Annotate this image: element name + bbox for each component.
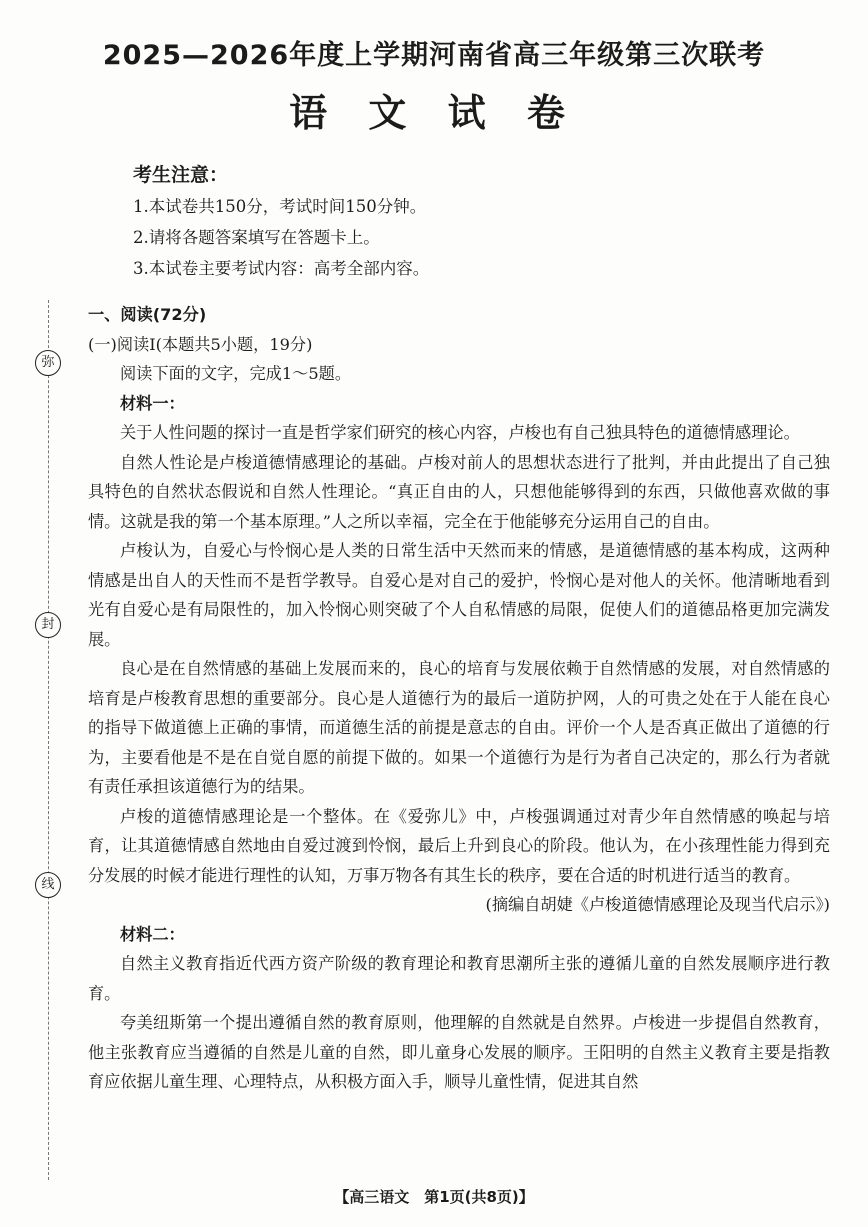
paragraph: 自然主义教育指近代西方资产阶级的教育理论和教育思潮所主张的遵循儿童的自然发展顺序进行教育。: [88, 954, 830, 1003]
paragraph: 良心是在自然情感的基础上发展而来的，良心的培育与发展依赖于自然情感的发展，对自然情感的培育是卢梭教育思想的重要部分。良心是人道德行为的最后一道防护网，人的可贵之处在于人能在良心的指导下做道德上正确的事情，而道德生活的前提是意志的自由。评价一个人是否真正做出了道德的行为，主要看他是不是在自觉自愿的前提下做的。如果一个道德行为是行为者自己决定的，那么行为者就有责任承担该道德行为的结果。: [88, 659, 830, 796]
reading-section: [88, 300, 830, 1097]
paragraph: 自然人性论是卢梭道德情感理论的基础。卢梭对前人的思想状态进行了批判，并由此提出了自己独具特色的自然状态假说和自然人性理论。“真正自由的人，只想他能够得到的东西，只做他喜欢做的事情。这就是我的第一个基本原理。”人之所以幸福，完全在于他能够充分运用自己的自由。: [88, 452, 830, 531]
notice-item: 3.本试卷主要考试内容：高考全部内容。: [133, 259, 430, 278]
binding-mark: 弥: [35, 350, 61, 376]
paragraph: 夸美纽斯第一个提出遵循自然的教育原则，他理解的自然就是自然界。卢梭进一步提倡自然教育，他主张教育应当遵循的自然是儿童的自然，即儿童身心发展的顺序。王阳明的自然主义教育主要是指教育应依据儿童生理、心理特点，从积极方面入手，顺导儿童性情，促进其自然: [88, 1013, 830, 1091]
binding-mark: 封: [35, 612, 61, 638]
section-title: 一、阅读(72分): [88, 305, 207, 324]
paragraph: 卢梭认为，自爱心与怜悯心是人类的日常生活中天然而来的情感，是道德情感的基本构成，这两种情感是出自人的天性而不是哲学教导。自爱心是对自己的爱护，怜悯心是对他人的关怀。他清晰地看到光有自爱心是有局限性的，加入怜悯心则突破了个人自私情感的局限，促使人们的道德品格更加完满发展。: [88, 541, 830, 649]
notice-heading: 考生注意：: [133, 164, 229, 186]
material-label: 材料一：: [120, 393, 185, 413]
material-label: 材料二：: [120, 924, 185, 944]
page-footer: 【高三语文 第1页(共8页)】: [334, 1188, 534, 1206]
binding-dashed-line: [48, 300, 49, 1180]
exam-title: 2025—2026年度上学期河南省高三年级第三次联考: [102, 40, 766, 71]
subject-title: 语 文 试 卷: [289, 91, 579, 135]
notice-item: 1.本试卷共150分，考试时间150分钟。: [133, 197, 427, 216]
candidate-notice: [133, 160, 429, 284]
binding-mark: 线: [35, 872, 61, 898]
paragraph: 卢梭的道德情感理论是一个整体。在《爱弥儿》中，卢梭强调通过对青少年自然情感的唤起与培育，让其道德情感自然地由自爱过渡到怜悯，最后上升到良心的阶段。他认为，在小孩理性能力得到充分发展的时候才能进行理性的认知，万事万物各有其生长的秩序，要在合适的时机进行适当的教育。: [88, 806, 830, 885]
instruction: 阅读下面的文字，完成1～5题。: [120, 364, 352, 383]
subsection-title: (一)阅读Ⅰ(本题共5小题，19分): [88, 334, 313, 354]
notice-item: 2.请将各题答案填写在答题卡上。: [133, 228, 380, 247]
paragraph: 关于人性问题的探讨一直是哲学家们研究的核心内容，卢梭也有自己独具特色的道德情感理论。: [120, 423, 800, 442]
source-citation: (摘编自胡婕《卢梭道德情感理论及现当代启示》): [485, 895, 830, 914]
